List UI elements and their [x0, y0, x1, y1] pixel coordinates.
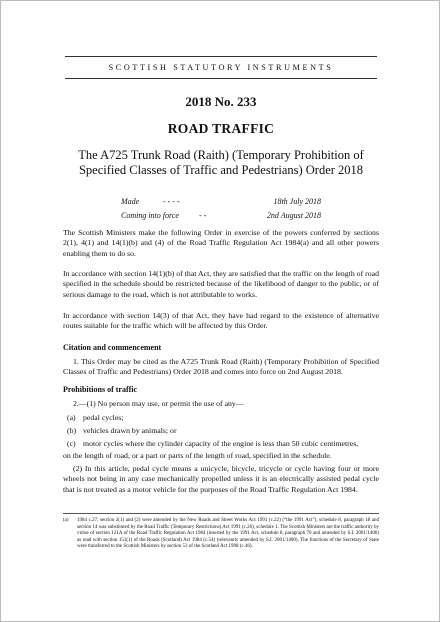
made-dots: - - - - [163, 197, 180, 206]
list-item-text: motor cycles where the cylinder capacity of the engine is less than 50 cubic centimetres, [83, 439, 359, 448]
preamble-paragraph-3: In accordance with section 14(3) of that Act, they have had regard to the existence of alternative routes suitable for the traffic which will be affected by this Order. [63, 311, 379, 331]
footnote-rule [63, 513, 379, 514]
preamble-paragraph-2: In accordance with section 14(1)(b) of that Act, they are satisfied that the traffic on the length of road specified in the schedule should be restricted because of the likelihood of danger to the public, or of serious damage to the road, which is not attributable to works. [63, 269, 379, 299]
preamble-paragraph-1: The Scottish Ministers make the following Order in exercise of the powers conferred by sections 2(1), 4(1) and 14(1)(b) and (4) of the Road Traffic Regulation Act 1984(a) and all other powers enabling them to do so. [63, 228, 379, 258]
list-item-text: vehicles drawn by animals; or [83, 426, 177, 435]
list-item-text: pedal cycles; [83, 413, 124, 422]
citation-heading: Citation and commencement [63, 343, 162, 352]
list-item-number: (b) [67, 426, 77, 435]
made-date: 18th July 2018 [273, 197, 321, 206]
si-number: 2018 No. 233 [185, 94, 257, 109]
citation-paragraph: 1. This Order may be cited as the A725 Trunk Road (Raith) (Temporary Prohibition of Specified Classes of Traffic and Pedestrians) Order 2018 and comes into force on 2nd August 2018. [63, 357, 379, 377]
prohibition-intro: 2.—(1) No person may use, or permit the use of any— [73, 399, 244, 408]
header-bottom-rule [65, 78, 377, 79]
list-item-number: (a) [67, 413, 76, 422]
footnote-marker: (a) [63, 518, 69, 523]
order-title: The A725 Trunk Road (Raith) (Temporary Prohibition of Specified Classes of Traffic and Pedestrians) Order 2018 [78, 148, 364, 177]
footnote-text: 1984 c.27; section 2(1) and (2) were amended by the New Roads and Street Works Act 1991 (c.22) (“the 1991 Act”), schedule 8, paragraph 18 and section 14 was substituted by the Road Traffic (Temporary Restrictions) Act 1991 (c.26), schedule 1. The Scottish Ministers are the traffic authority by virtue of section 121A of the Road Traffic Regulation Act 1984 (inserted by the 1991 Act, schedule 8, paragraph 70 and amended by S.I. 2001/1400) as read with section 151(1) of the Roads (Scotland) Act 1984 (c.54) (relevantly amended by S.I. 2001/1400). The functions of the Secretary of State were transferred to the Scottish Ministers by section 53 of the Scotland Act 1998 (c.46). [77, 518, 379, 549]
force-label: Coming into force [121, 211, 179, 220]
subject-heading: ROAD TRAFFIC [167, 121, 275, 136]
prohibition-after-items: on the length of road, or a part or parts of the length of road, specified in the schedule. [63, 451, 332, 460]
header-top-rule [65, 56, 377, 57]
series-header: SCOTTISH STATUTORY INSTRUMENTS [108, 63, 334, 72]
list-item-number: (c) [67, 439, 76, 448]
force-date: 2nd August 2018 [266, 211, 321, 220]
prohibition-paragraph-2: (2) In this article, pedal cycle means a unicycle, bicycle, tricycle or cycle having four or more wheels not being in any case mechanically propelled unless it is an electrically assisted pedal cycle that is not treated as a motor vehicle for the purposes of the Road Traffic Regulation Act 1984. [63, 464, 379, 494]
force-dots: - - [199, 211, 207, 220]
made-label: Made [121, 197, 140, 206]
prohibitions-heading: Prohibitions of traffic [63, 385, 138, 394]
